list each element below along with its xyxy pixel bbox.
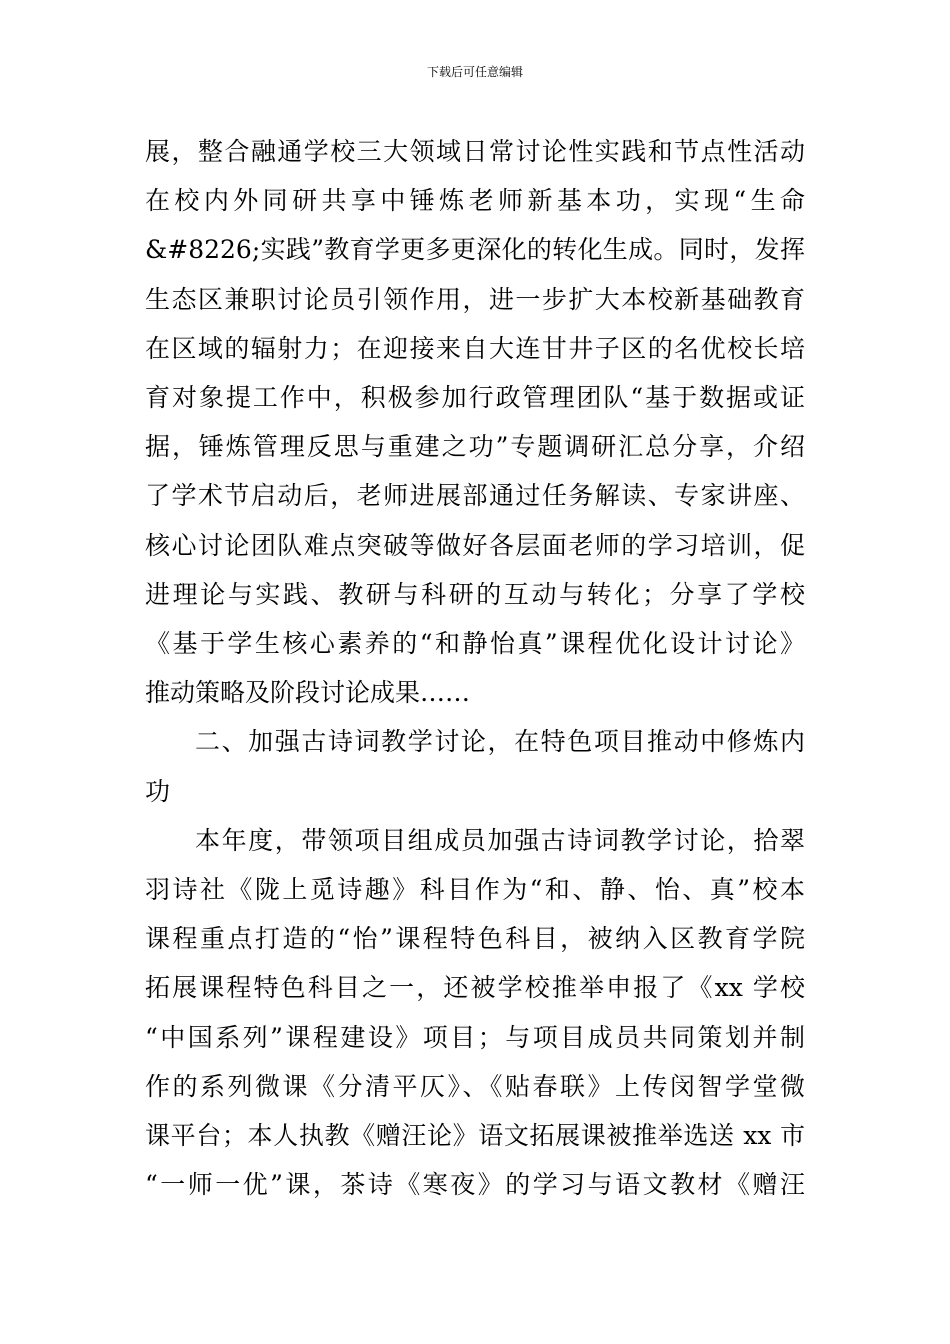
text-line: 本年度，带领项目组成员加强古诗词教学讨论，拾翠 [195,825,805,855]
text-line: 二、加强古诗词教学讨论，在特色项目推动中修炼内 [195,727,805,757]
text-line: 课平台；本人执教《赠汪论》语文拓展课被推举选送 xx 市 [145,1121,805,1151]
text-line: 《基于学生核心素养的“和静怡真”课程优化设计讨论》 [145,629,805,659]
page-header: 下载后可任意编辑 [426,65,523,79]
text-line: 在区域的辐射力；在迎接来自大连甘井子区的名优校长培 [145,333,805,363]
text-line: 羽诗社《陇上觅诗趣》科目作为“和、静、怡、真”校本 [145,875,805,905]
text-line: 推动策略及阶段讨论成果…… [145,678,471,708]
text-line: “一师一优”课，茶诗《寒夜》的学习与语文教材《赠汪 [145,1170,805,1200]
text-line: 育对象提工作中，积极参加行政管理团队“基于数据或证 [145,383,805,413]
text-line: 作的系列微课《分清平仄》、《贴春联》上传闵智学堂微 [145,1071,805,1101]
text-line: 据，锤炼管理反思与重建之功”专题调研汇总分享，介绍 [145,432,805,462]
text-line: 功 [145,776,171,806]
document-body [145,127,805,1209]
text-line: 进理论与实践、教研与科研的互动与转化；分享了学校 [145,579,805,609]
text-line: 展，整合融通学校三大领域日常讨论性实践和节点性活动 [145,137,805,166]
text-line: 拓展课程特色科目之一，还被学校推举申报了《xx 学校 [145,973,805,1003]
text-line: 在校内外同研共享中锤炼老师新基本功，实现“生命 [145,186,805,216]
text-line: 了学术节启动后，老师进展部通过任务解读、专家讲座、 [145,481,805,511]
text-line: &#8226;实践”教育学更多更深化的转化生成。同时，发挥 [145,235,805,265]
text-line: 课程重点打造的“怡”课程特色科目，被纳入区教育学院 [145,924,805,954]
text-line: “中国系列”课程建设》项目；与项目成员共同策划并制 [145,1022,805,1052]
text-line: 生态区兼职讨论员引领作用，进一步扩大本校新基础教育 [145,284,805,314]
text-line: 核心讨论团队难点突破等做好各层面老师的学习培训，促 [145,530,805,560]
